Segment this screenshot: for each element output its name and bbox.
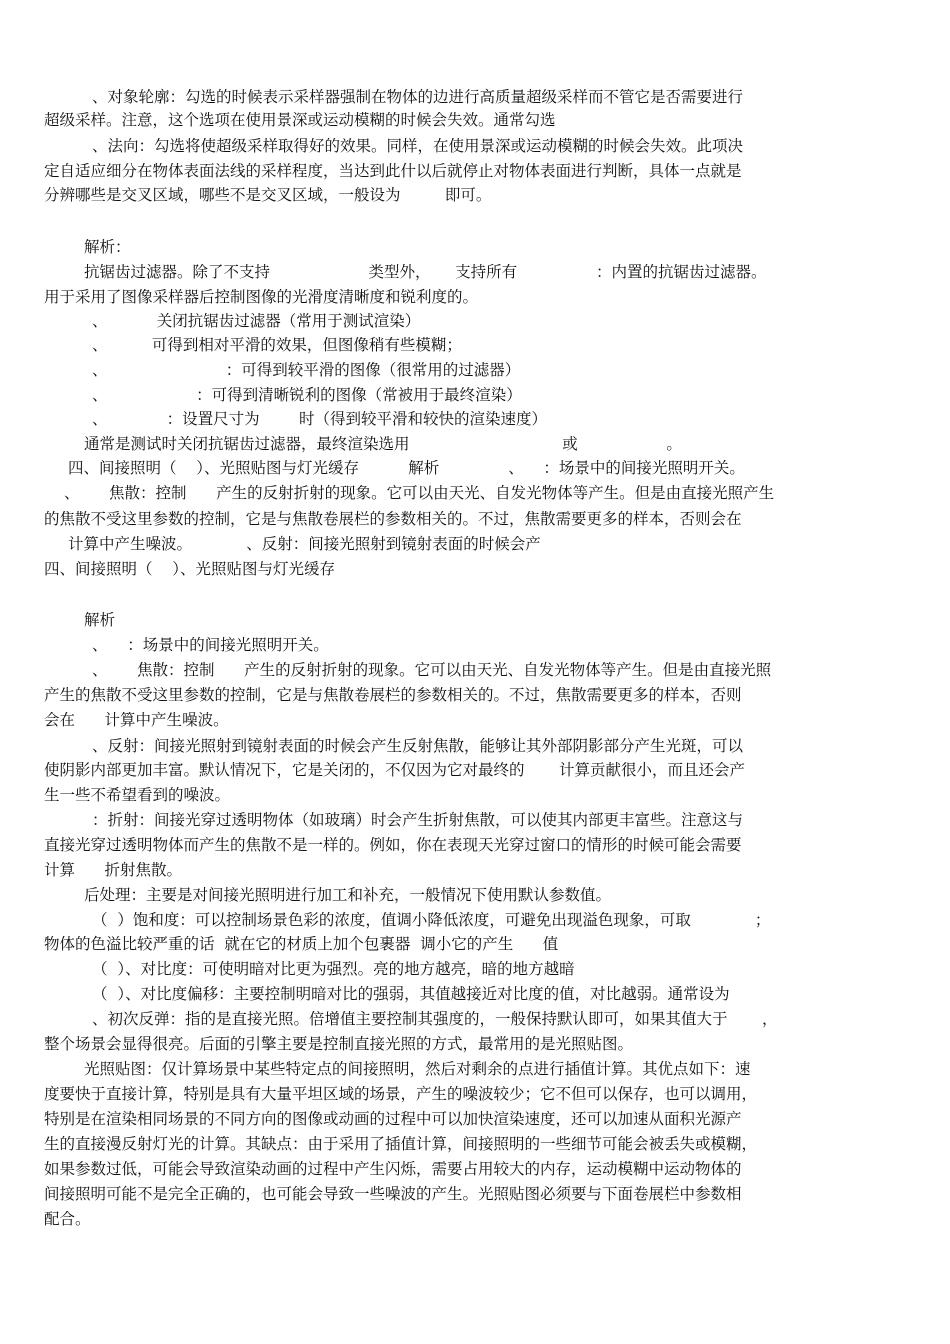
text-line: 、法向：勾选将使超级采样取得好的效果。同样，在使用景深或运动模糊的时候会失效。此项决 [92,137,744,155]
text-line: 光照贴图：仅计算场景中某些特定点的间接照明，然后对剩余的点进行插值计算。其优点如下：速 [84,1060,751,1078]
text-line: 、反射：间接光照射到镜射表面的时候会产生反射焦散，能够让其外部阴影部分产生光斑，可以 [92,737,744,755]
list-item: （ ）、对比度偏移：主要控制明暗对比的强弱，其值越接近对比度的值，对比越弱。通常设为 [92,985,730,1003]
text-line: 、 焦散：控制 产生的反射折射的现象。它可以由天光、自发光物体等产生。但是由直接光照产生 [64,484,775,502]
section-heading: 四、间接照明（ ）、光照贴图与灯光缓存 [44,560,335,578]
section-heading: 解析 [84,611,116,629]
text-line: 整个场景会显得很亮。后面的引擎主要是控制直接光照的方式，最常用的是光照贴图。 [44,1035,634,1053]
text-line: 定自适应细分在物体表面法线的采样程度，当达到此什以后就停止对物体表面进行判断，具体一点就是 [44,162,742,180]
text-line: 的焦散不受这里参数的控制，它是与焦散卷展栏的参数相关的。不过，焦散需要更多的样本，否则会在 [44,510,742,528]
text-line: 配合。 [44,1210,91,1228]
text-line: 超级采样。注意，这个选项在使用景深或运动模糊的时候会失效。通常勾选 [44,111,556,129]
text-line: 分辨哪些是交叉区域，哪些不是交叉区域，一般设为 即可。 [44,186,492,204]
list-item: （ ）饱和度：可以控制场景色彩的浓度，值调小降低浓度，可避免出现溢色现象，可取 ； [92,911,771,929]
section-heading: 解析： [84,238,131,256]
section-heading: 四、间接照明（ ）、光照贴图与灯光缓存 解析 、 ：场景中的间接光照明开关。 [68,459,745,477]
text-line: 通常是测试时关闭抗锯齿过滤器，最终渲染选用 或 。 [84,435,682,453]
list-item: 、 ：可得到清晰锐利的图像（常被用于最终渲染） [92,386,522,404]
text-line: 直接光穿过透明物体而产生的焦散不是一样的。例如，你在表现天光穿过窗口的情形的时候可能会需要 [44,836,742,854]
text-line: ：折射：间接光穿过透明物体（如玻璃）时会产生折射焦散，可以使其内部更丰富些。注意这与 [92,811,744,829]
text-line: 生的直接漫反射灯光的计算。其缺点：由于采用了插值计算，间接照明的一些细节可能会被丢失或模糊， [44,1135,758,1153]
text-line: 如果参数过低，可能会导致渲染动画的过程中产生闪烁，需要占用较大的内存，运动模糊中运动物体的 [44,1160,742,1178]
list-item: 、 ：可得到较平滑的图像（很常用的过滤器） [92,361,521,379]
text-line: 特别是在渲染相同场景的不同方向的图像或动画的过程中可以加快渲染速度，还可以加速从面积光源产 [44,1110,742,1128]
text-line: 抗锯齿过滤器。除了不支持 类型外， 支持所有 ：内置的抗锯齿过滤器。 [84,263,767,281]
list-item: 、 可得到相对平滑的效果，但图像稍有些模糊； [92,336,462,354]
list-item: 、 关闭抗锯齿过滤器（常用于测试渲染） [92,312,421,330]
text-line: 、 焦散：控制 产生的反射折射的现象。它可以由天光、自发光物体等产生。但是由直接光照 [92,661,772,679]
text-line: 度要快于直接计算，特别是具有大量平坦区域的场景，产生的噪波较少；它不但可以保存，也可以调用， [44,1085,758,1103]
text-line: 计算 折射焦散。 [44,861,183,879]
text-line: 生一些不希望看到的噪波。 [44,786,231,804]
text-line: 使阴影内部更加丰富。默认情况下，它是关闭的，不仅因为它对最终的 计算贡献很小，而且还会产 [44,761,745,779]
list-item: 、 ：场景中的间接光照明开关。 [92,636,329,654]
text-line: 会在 计算中产生噪波。 [44,711,229,729]
text-line: 计算中产生噪波。 、反射：间接光照射到镜射表面的时候会产 [68,535,541,553]
text-line: 产生的焦散不受这里参数的控制，它是与焦散卷展栏的参数相关的。不过，焦散需要更多的样本，否则 [44,686,742,704]
text-line: 后处理：主要是对间接光照明进行加工和补充，一般情况下使用默认参数值。 [84,886,612,904]
text-line: 物体的色溢比较严重的话 就在它的材质上加个包裹器 调小它的产生 值 [44,935,559,953]
text-line: 、对象轮廓：勾选的时候表示采样器强制在物体的边进行高质量超级采样而不管它是否需要进行 [92,88,744,106]
text-line: 用于采用了图像采样器后控制图像的光滑度清晰度和锐利度的。 [44,288,479,306]
text-line: 间接照明可能不是完全正确的，也可能会导致一些噪波的产生。光照贴图必须要与下面卷展栏中参数相 [44,1185,742,1203]
list-item: 、 ：设置尺寸为 时（得到较平滑和较快的渲染速度） [92,410,548,428]
list-item: （ ）、对比度：可使明暗对比更为强烈。亮的地方越亮，暗的地方越暗 [92,960,575,978]
list-item: 、初次反弹：指的是直接光照。倍增值主要控制其强度的，一般保持默认即可，如果其值大于 ， [92,1010,778,1028]
